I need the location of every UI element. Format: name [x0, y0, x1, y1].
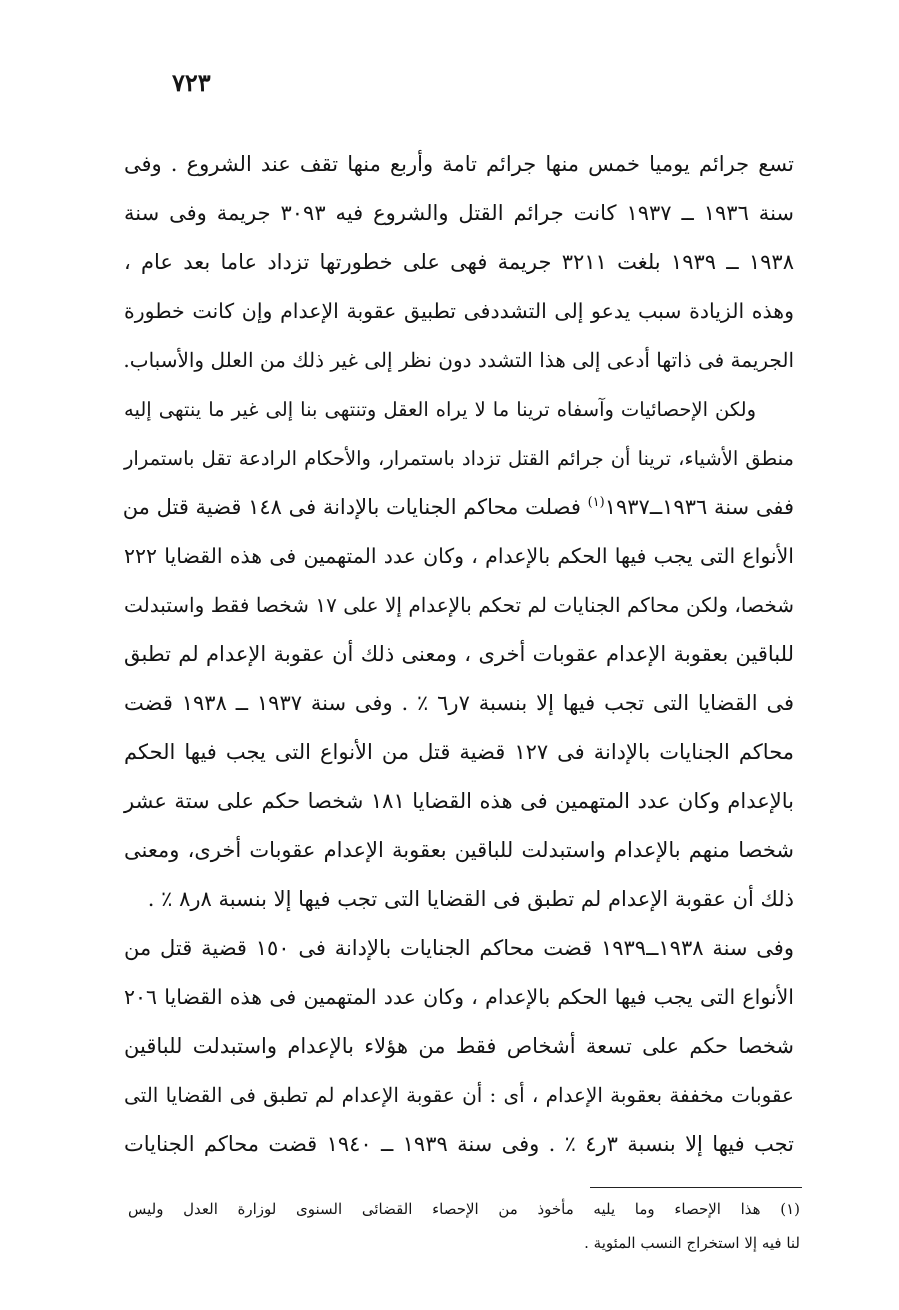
footnote-line-2: لنا فيه إلا استخراج النسب المئوية . [584, 1234, 800, 1252]
text-line-7: منطق الأشياء، ترينا أن جرائم القتل تزداد باستمرار، والأحكام الرادعة تقل باستمرار [124, 447, 794, 470]
text-line-14: بالإعدام وكان عدد المتهمين فى هذه القضايا ١٨١ شخصا حكم على ستة عشر [124, 789, 794, 813]
text-line-4: وهذه الزيادة سبب يدعو إلى التشددفى تطبيق عقوبة الإعدام وإن كانت خطورة [124, 299, 794, 323]
text-line-18: الأنواع التى يجب فيها الحكم بالإعدام ، وكان عدد المتهمين فى هذه القضايا ٢٠٦ [124, 985, 794, 1009]
text-line-8 [124, 483, 794, 532]
text-line-2: سنة ١٩٣٦ ــ ١٩٣٧ كانت جرائم القتل والشروع فيه ٣٠٩٣ جريمة وفى سنة [124, 201, 795, 225]
text-line-8-start: ففى سنة ١٩٣٦ــ١٩٣٧ [604, 495, 794, 519]
text-line-20: عقوبات مخففة بعقوبة الإعدام ، أى : أن عقوبة الإعدام لم تطبق فى القضايا التى [124, 1083, 794, 1107]
footnote-reference: (١) [587, 495, 605, 510]
body-text [124, 140, 794, 1169]
text-line-11: للباقين بعقوبة الإعدام عقوبات أخرى ، ومعنى ذلك أن عقوبة الإعدام لم تطبق [124, 642, 794, 666]
text-line-3: ١٩٣٨ ــ ١٩٣٩ بلغت ٣٢١١ جريمة فهى على خطورتها تزداد عاما بعد عام ، [124, 250, 794, 274]
text-line-15: شخصا منهم بالإعدام واستبدلت للباقين بعقوبة الإعدام عقوبات أخرى، ومعنى [124, 838, 794, 862]
text-line-1: تسع جرائم يوميا خمس منها جرائم تامة وأربع منها تقف عند الشروع . وفى [124, 152, 794, 176]
text-line-16: ذلك أن عقوبة الإعدام لم تطبق فى القضايا التى تجب فيها إلا بنسبة ٨ر٨ ٪ . [147, 887, 794, 911]
text-line-10: شخصا، ولكن محاكم الجنايات لم تحكم بالإعدام إلا على ١٧ شخصا فقط واستبدلت [124, 593, 794, 617]
text-line-5: الجريمة فى ذاتها أدعى إلى هذا التشدد دون نظر إلى غير ذلك من العلل والأسباب. [123, 348, 794, 372]
text-line-19: شخصا حكم على تسعة أشخاص فقط من هؤلاء بالإعدام واستبدلت للباقين [124, 1034, 794, 1058]
page-number: ٧٢٣ [172, 68, 211, 97]
text-line-17: وفى سنة ١٩٣٨ــ١٩٣٩ قضت محاكم الجنايات بالإدانة فى ١٥٠ قضية قتل من [124, 936, 794, 960]
footnote [128, 1192, 800, 1260]
footnote-separator [590, 1187, 802, 1188]
text-line-21: تجب فيها إلا بنسبة ٣ر٤ ٪ . وفى سنة ١٩٣٩ ــ ١٩٤٠ قضت محاكم الجنايات [124, 1132, 795, 1156]
text-line-13: محاكم الجنايات بالإدانة فى ١٢٧ قضية قتل من الأنواع التى يجب فيها الحكم [124, 740, 795, 764]
text-line-12: فى القضايا التى تجب فيها إلا بنسبة ٧ر٦ ٪ . وفى سنة ١٩٣٧ ــ ١٩٣٨ قضت [124, 691, 794, 715]
text-line-8-end: فصلت محاكم الجنايات بالإدانة فى ١٤٨ قضية قتل من [122, 495, 581, 519]
text-line-9: الأنواع التى يجب فيها الحكم بالإعدام ، وكان عدد المتهمين فى هذه القضايا ٢٢٢ [124, 544, 794, 568]
text-line-6: ولكن الإحصائيات وآسفاه ترينا ما لا يراه العقل وتنتهى بنا إلى غير ما ينتهى إليه [124, 398, 756, 421]
footnote-line-1: (١) هذا الإحصاء وما يليه مأخوذ من الإحصاء القضائى السنوى لوزارة العدل وليس [128, 1200, 800, 1218]
